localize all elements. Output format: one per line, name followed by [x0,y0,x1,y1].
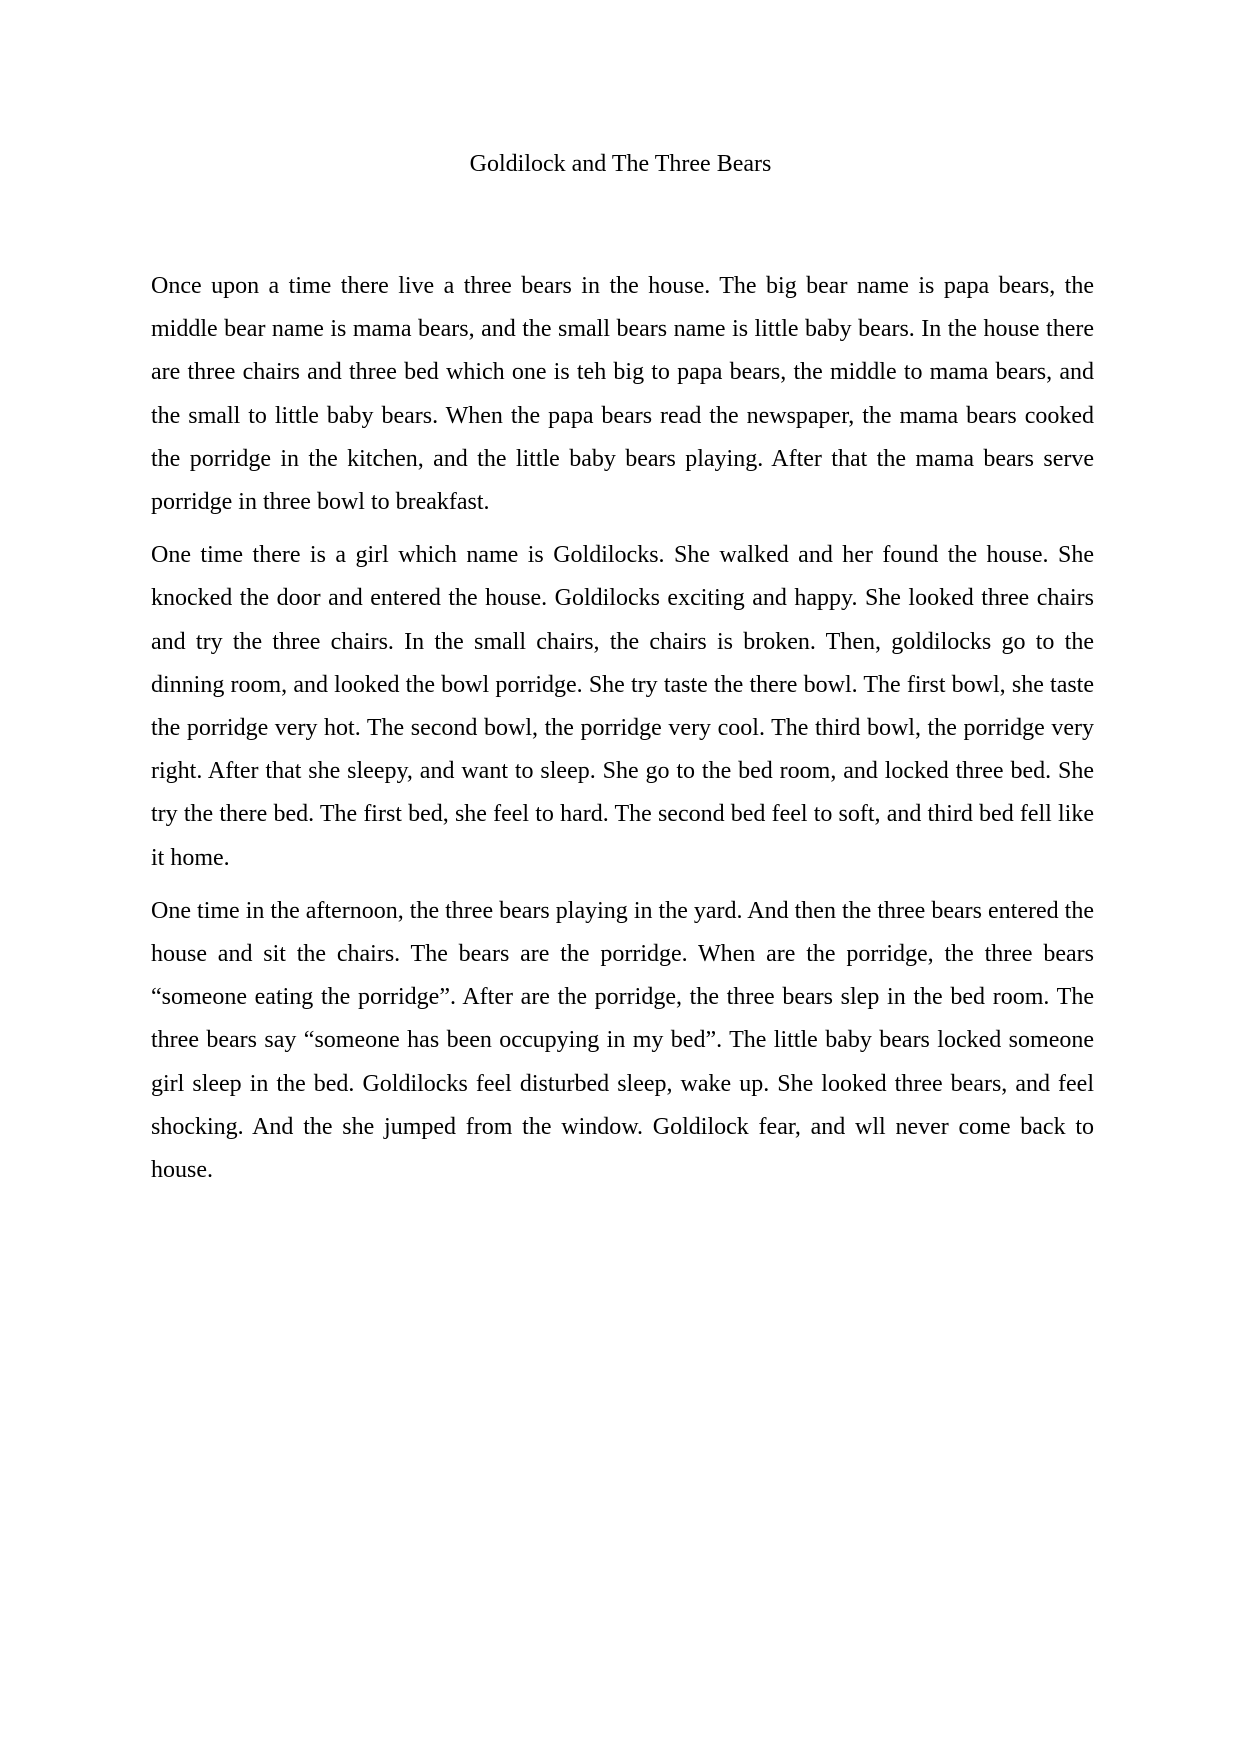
paragraph-3: One time in the afternoon, the three bears playing in the yard. And then the three bears entered the house and sit the chairs. The bears are the porridge. When are the porridge, the three bears “someone eating the porridge”. After are the porridge, the three bears slep in the bed room. The three bears say “someone has been occupying in my bed”. The little baby bears locked someone girl sleep in the bed. Goldilocks feel disturbed sleep, wake up. She looked three bears, and feel shocking. And the she jumped from the window. Goldilock fear, and wll never come back to house. [151,897,1094,1184]
document-title: Goldilock and The Three Bears [469,151,772,177]
paragraph-2: One time there is a girl which name is Goldilocks. She walked and her found the house. She knocked the door and entered the house. Goldilocks exciting and happy. She looked three chairs and try the three chairs. In the small chairs, the chairs is broken. Then, goldilocks go to the dinning room, and looked the bowl porridge. She try taste the there bowl. The first bowl, she taste the porridge very hot. The second bowl, the porridge very cool. The third bowl, the porridge very right. After that she sleepy, and want to sleep. She go to the bed room, and locked three bed. She try the there bed. The first bed, she feel to hard. The second bed feel to soft, and third bed fell like it home. [151,542,1094,871]
paragraph-1: Once upon a time there live a three bears in the house. The big bear name is papa bears, the middle bear name is mama bears, and the small bears name is little baby bears. In the house there are three chairs and three bed which one is teh big to papa bears, the middle to mama bears, and the small to little baby bears. When the papa bears read the newspaper, the mama bears cooked the porridge in the kitchen, and the little baby bears playing. After that the mama bears serve porridge in three bowl to breakfast. [151,273,1094,516]
document-body [151,265,1094,1202]
